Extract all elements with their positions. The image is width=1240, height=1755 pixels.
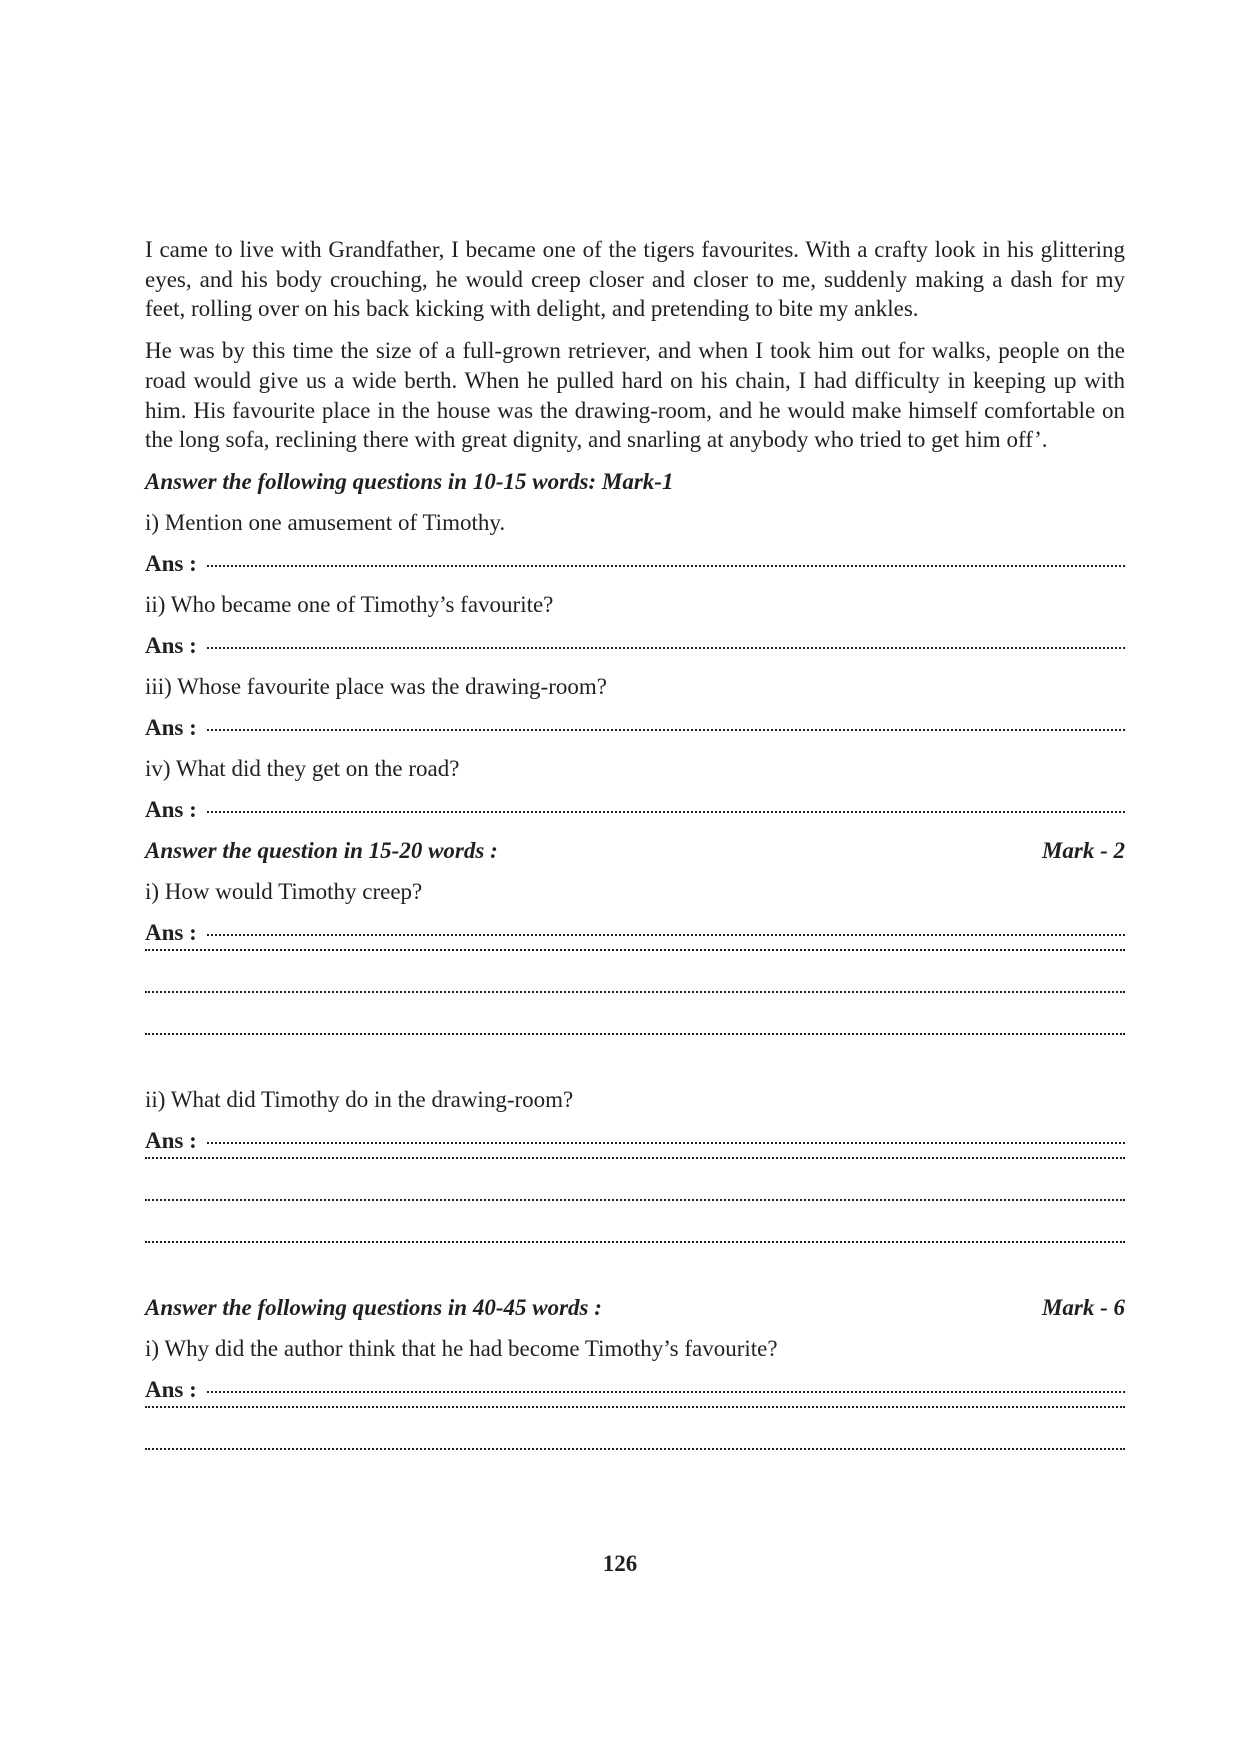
s2-question-1: i) How would Timothy creep? bbox=[145, 878, 423, 904]
answer-dotted-line bbox=[145, 1199, 1125, 1201]
answer-dotted-line bbox=[207, 934, 1125, 936]
section-2-mark: Mark - 2 bbox=[1041, 837, 1125, 863]
worksheet-page bbox=[145, 235, 1125, 1494]
s2-answer-2-line-3[interactable] bbox=[145, 1203, 1125, 1245]
s1-answer-1[interactable] bbox=[145, 543, 1125, 584]
s1-answer-3[interactable] bbox=[145, 707, 1125, 748]
s1-answer-2[interactable] bbox=[145, 625, 1125, 666]
s2-answer-2-line-4[interactable] bbox=[145, 1245, 1125, 1287]
answer-dotted-line bbox=[145, 991, 1125, 993]
page-number: 126 bbox=[602, 1551, 638, 1576]
answer-dotted-line bbox=[207, 729, 1125, 731]
s2-answer-1[interactable] bbox=[145, 912, 1125, 953]
section-3-heading bbox=[145, 1287, 1125, 1328]
answer-dotted-line bbox=[145, 1033, 1125, 1035]
s1-answer-4[interactable] bbox=[145, 789, 1125, 830]
s2-question-2: ii) What did Timothy do in the drawing-room? bbox=[145, 1086, 574, 1112]
ans-label: Ans : bbox=[145, 632, 203, 658]
ans-label: Ans : bbox=[145, 550, 203, 576]
ans-label: Ans : bbox=[145, 1376, 203, 1402]
s2-answer-1-line-3[interactable] bbox=[145, 995, 1125, 1037]
s2-answer-2-line-2[interactable] bbox=[145, 1161, 1125, 1203]
ans-label: Ans : bbox=[145, 796, 203, 822]
answer-dotted-line bbox=[145, 1406, 1125, 1408]
s2-answer-2[interactable] bbox=[145, 1120, 1125, 1161]
s1-question-1: i) Mention one amusement of Timothy. bbox=[145, 509, 506, 535]
answer-dotted-line bbox=[207, 565, 1125, 567]
answer-dotted-line bbox=[145, 949, 1125, 951]
passage-paragraph-2: He was by this time the size of a full-grown retriever, and when I took him out for walks, people on the road would give us a wide berth. When he pulled hard on his chain, I had difficulty in keeping up with him. His favourite place in the house was the drawing-room, and he would make himself comfortable on the long sofa, reclining there with great dignity, and snarling at anybody who tried to get him off’. bbox=[145, 338, 1125, 453]
s3-answer-1[interactable] bbox=[145, 1369, 1125, 1410]
ans-label: Ans : bbox=[145, 1127, 203, 1153]
answer-dotted-line bbox=[145, 1157, 1125, 1159]
s1-question-2: ii) Who became one of Timothy’s favourite? bbox=[145, 591, 554, 617]
section-3-mark: Mark - 6 bbox=[1041, 1294, 1125, 1320]
section-1-title: Answer the following questions in 10-15 words: Mark-1 bbox=[145, 468, 674, 494]
section-2-heading bbox=[145, 830, 1125, 871]
section-1-heading bbox=[145, 461, 1125, 502]
s2-answer-1-line-4[interactable] bbox=[145, 1037, 1125, 1079]
answer-dotted-line bbox=[207, 811, 1125, 813]
s3-question-1: i) Why did the author think that he had become Timothy’s favourite? bbox=[145, 1335, 778, 1361]
answer-dotted-line bbox=[145, 1241, 1125, 1243]
ans-label: Ans : bbox=[145, 919, 203, 945]
s1-question-3: iii) Whose favourite place was the drawing-room? bbox=[145, 673, 607, 699]
s1-question-4: iv) What did they get on the road? bbox=[145, 755, 460, 781]
section-3-title: Answer the following questions in 40-45 words : bbox=[145, 1294, 602, 1320]
answer-dotted-line bbox=[207, 1391, 1125, 1393]
s3-answer-1-line-2[interactable] bbox=[145, 1410, 1125, 1452]
passage-paragraph-1: I came to live with Grandfather, I became one of the tigers favourites. With a crafty look in his glittering eyes, and his body crouching, he would creep closer and closer to me, suddenly making a dash for my feet, rolling over on his back kicking with delight, and pretending to bite my ankles. bbox=[145, 237, 1125, 322]
s2-answer-1-line-2[interactable] bbox=[145, 953, 1125, 995]
answer-dotted-line bbox=[145, 1448, 1125, 1450]
ans-label: Ans : bbox=[145, 714, 203, 740]
s3-answer-1-line-3[interactable] bbox=[145, 1452, 1125, 1494]
section-2-title: Answer the question in 15-20 words : bbox=[145, 837, 498, 863]
answer-dotted-line bbox=[207, 647, 1125, 649]
answer-dotted-line bbox=[207, 1142, 1125, 1144]
